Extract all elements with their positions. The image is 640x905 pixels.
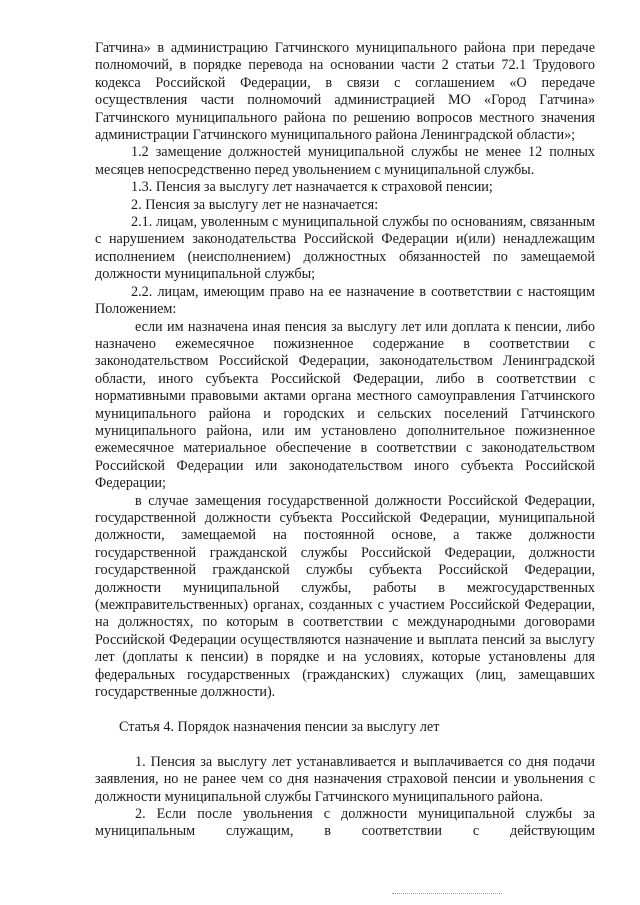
scan-artifact-line bbox=[392, 893, 502, 895]
paragraph-1: Гатчина» в администрацию Гатчинского муниципального района при передаче полномочий, в порядке перевода на основании части 2 статьи 72.1 Трудового кодекса Российской Федерации, в связи с соглашением «О передаче осуществления части полномочий администрацией МО «Город Гатчина» Гатчинского муниципального района по решению вопросов местного значения администрации Гатчинского муниципального района Ленинградской области»; bbox=[95, 40, 595, 144]
document-page bbox=[95, 40, 595, 841]
paragraph-8: в случае замещения государственной должности Российской Федерации, государственной должности субъекта Российской Федерации, муниципальной должности, замещаемой на постоянной основе, а также должности государственной гражданской службы Российской Федерации, должности государственной гражданской службы субъекта Российской Федерации, должности муниципальной службы, работы в межгосударственных (межправительственных) органах, созданных с участием Российской Федерации, на должностях, по которым в соответствии с международными договорами Российской Федерации осуществляются назначение и выплата пенсий за выслугу лет (доплаты к пенсии) в порядке и на условиях, которые установлены для федеральных государственных (гражданских) служащих (лиц, замещавших государственные должности). bbox=[95, 492, 595, 701]
paragraph-10: 2. Если после увольнения с должности муниципальной службы за муниципальным служащим, в соответствии с действующим bbox=[95, 806, 595, 840]
paragraph-4: 2. Пенсия за выслугу лет не назначается: bbox=[131, 196, 379, 213]
section-heading: Статья 4. Порядок назначения пенсии за выслугу лет bbox=[119, 719, 440, 736]
paragraph-6: 2.2. лицам, имеющим право на ее назначение в соответствии с настоящим Положением: bbox=[95, 283, 595, 318]
paragraph-9: 1. Пенсия за выслугу лет устанавливается и выплачивается со дня подачи заявления, но не ранее чем со дня назначения страховой пенсии и увольнения с должности муниципальной службы Гатчинского муниципального района. bbox=[95, 753, 595, 805]
paragraph-5: 2.1. лицам, уволенным с муниципальной службы по основаниям, связанным с нарушением законодательства Российской Федерации и(или) ненадлежащим исполнением (неисполнением) должностных обязанностей по замещаемой должности муниципальной службы; bbox=[95, 214, 595, 283]
paragraph-7: если им назначена иная пенсия за выслугу лет или доплата к пенсии, либо назначено ежемесячное пожизненное содержание в соответствии с законодательством Российской Федерации, законодательством Ленинградской области, иного субъекта Российской Федерации, либо в соответствии с нормативными правовыми актами органа местного самоуправления Гатчинского муниципального района и городских и сельских поселений Гатчинского муниципального района, или им установлено дополнительное пожизненное ежемесячное материальное обеспечение в соответствии с законодательством Российской Федерации или законодательством иного субъекта Российской Федерации; bbox=[95, 318, 595, 492]
paragraph-2: 1.2 замещение должностей муниципальной службы не менее 12 полных месяцев непосредственно перед увольнением с муниципальной службы. bbox=[95, 144, 595, 178]
paragraph-3: 1.3. Пенсия за выслугу лет назначается к страховой пенсии; bbox=[131, 179, 493, 196]
